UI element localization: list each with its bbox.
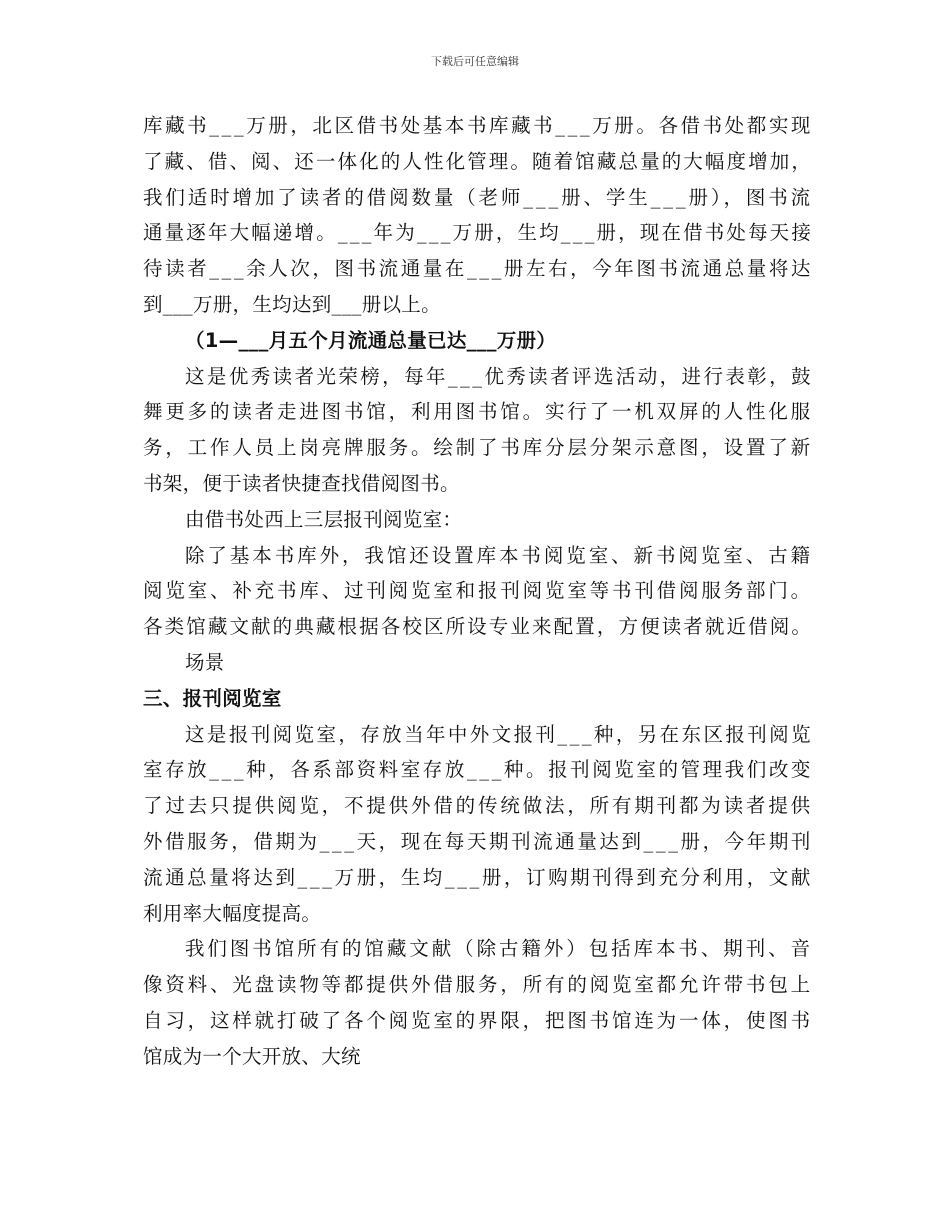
paragraph-line: 了藏、借、阅、还一体化的人性化管理。随着馆藏总量的大幅度增加，: [143, 149, 813, 173]
paragraph-line: 到___万册，生均达到___册以上。: [143, 292, 441, 316]
document-body: [143, 108, 813, 1075]
paragraph-line: 我们适时增加了读者的借阅数量（老师___册、学生___册），图书流: [143, 185, 813, 209]
paragraph-line: 库藏书___万册，北区借书处基本书库藏书___万册。各借书处都实现: [143, 114, 813, 137]
paragraph-line: 由借书处西上三层报刊阅览室：: [185, 507, 463, 531]
paragraph-line: 场景: [185, 650, 225, 674]
paragraph-line: 除了基本书库外，我馆还设置库本书阅览室、新书阅览室、古籍: [185, 543, 813, 567]
paragraph-line: 这是报刊阅览室，存放当年中外文报刊___种，另在东区报刊阅览: [185, 722, 813, 746]
paragraph-line: 了过去只提供阅览，不提供外借的传统做法，所有期刊都为读者提供: [143, 794, 813, 818]
paragraph-line: 书架，便于读者快捷查找借阅图书。: [143, 471, 460, 495]
paragraph-line: 外借服务，借期为___天，现在每天期刊流通量达到___册，今年期刊: [143, 829, 813, 853]
paragraph-line: 像资料、光盘读物等都提供外借服务，所有的阅览室都允许带书包上: [143, 973, 813, 997]
paragraph-line: 舞更多的读者走进图书馆，利用图书馆。实行了一机双屏的人性化服: [143, 400, 813, 424]
paragraph-line: 通量逐年大幅递增。___年为___万册，生均___册，现在借书处每天接: [143, 221, 813, 245]
section-heading: 三、报刊阅览室: [143, 686, 282, 710]
paragraph-line: 流通总量将达到___万册，生均___册，订购期刊得到充分利用，文献: [143, 865, 813, 889]
page-header: 下载后可任意编辑: [431, 55, 519, 68]
paragraph-line: 各类馆藏文献的典藏根据各校区所设专业来配置，方便读者就近借阅。: [143, 615, 813, 639]
paragraph-line: 这是优秀读者光荣榜，每年___优秀读者评选活动，进行表彰，鼓: [185, 364, 813, 388]
paragraph-line: 室存放___种，各系部资料室存放___种。报刊阅览室的管理我们改变: [143, 758, 813, 782]
paragraph-line: 自习，这样就打破了各个阅览室的界限，把图书馆连为一体，使图书: [143, 1008, 813, 1032]
section-heading: （1—___月五个月流通总量已达___万册）: [185, 328, 557, 352]
paragraph-line: 阅览室、补充书库、过刊阅览室和报刊阅览室等书刊借阅服务部门。: [143, 579, 813, 603]
paragraph-line: 馆成为一个大开放、大统: [143, 1044, 361, 1068]
paragraph-line: 务，工作人员上岗亮牌服务。绘制了书库分层分架示意图，设置了新: [143, 436, 813, 460]
paragraph-line: 利用率大幅度提高。: [143, 901, 322, 925]
paragraph-line: 待读者___余人次，图书流通量在___册左右，今年图书流通总量将达: [143, 257, 813, 281]
paragraph-line: 我们图书馆所有的馆藏文献（除古籍外）包括库本书、期刊、音: [185, 937, 813, 961]
